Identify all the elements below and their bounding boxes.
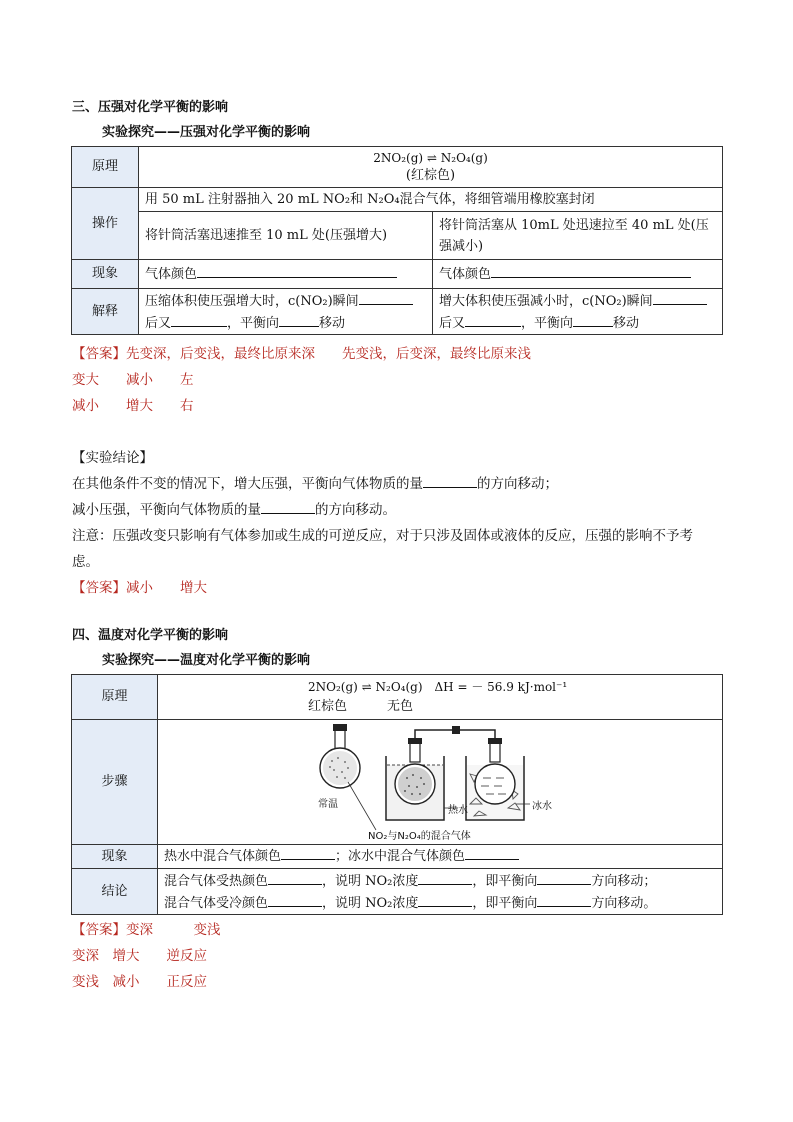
color-colorless: 无色	[387, 699, 414, 714]
answer-tag: 【答案】	[72, 922, 126, 938]
conclusion-text: 方向移动；	[591, 873, 657, 889]
principle-label: 原理	[72, 147, 139, 188]
section4-subtitle: 实验探究——温度对化学平衡的影响	[102, 653, 311, 668]
operation-common: 用 50 mL 注射器抽入 20 mL NO₂和 N₂O₄混合气体，将细管端用橡胶塞封闭	[139, 188, 723, 212]
section4-title: 四、温度对化学平衡的影响	[72, 628, 229, 643]
conclusion-text: 混合气体受热颜色	[164, 873, 269, 889]
conclusion-line	[72, 498, 396, 518]
phenomenon-text: ；冰水中混合气体颜色	[335, 849, 466, 864]
answer-text: 先变深，后变浅，最终比原来深 先变浅，后变深，最终比原来浅	[126, 346, 531, 362]
explanation-label: 解释	[72, 289, 139, 335]
blank	[423, 473, 477, 488]
blank	[465, 845, 519, 860]
blank	[537, 892, 591, 907]
conclusion-text: 在其他条件不变的情况下，增大压强，平衡向气体物质的量	[72, 476, 423, 492]
answer-tag: 【答案】	[72, 580, 126, 596]
phenomenon-label: 现象	[72, 260, 139, 289]
answer-text: 减小 增大	[126, 580, 207, 596]
conclusion-title: 【实验结论】	[72, 450, 153, 466]
color-red-brown: 红棕色	[308, 699, 348, 714]
blank	[281, 845, 335, 860]
blank	[465, 312, 521, 327]
conclusion-line	[72, 472, 558, 492]
explanation-left-line1: 压缩体积使压强增大时，c(NO₂)瞬间	[145, 293, 359, 309]
hot-water-label: 热水	[448, 805, 468, 816]
conclusion-text: ，说明 NO₂浓度	[322, 873, 419, 889]
explanation-text: ，平衡向	[227, 315, 280, 331]
conclusion-text: ，即平衡向	[472, 873, 538, 889]
conclusion-text: 的方向移动；	[477, 476, 558, 492]
hot-water-beaker	[386, 738, 444, 820]
phenomenon-left: 气体颜色	[145, 266, 198, 282]
explanation-text: ，平衡向	[521, 315, 574, 331]
section3-title: 三、压强对化学平衡的影响	[72, 100, 229, 115]
ice-water-label: 冰水	[532, 801, 552, 812]
principle-label: 原理	[72, 675, 158, 720]
explanation-right-line1: 增大体积使压强减小时，c(NO₂)瞬间	[439, 293, 653, 309]
blank	[653, 290, 707, 305]
mixture-caption: NO₂与N₂O₄的混合气体	[368, 831, 471, 842]
conclusion-text: 方向移动。	[591, 895, 657, 911]
blank	[279, 312, 319, 327]
temperature-table	[71, 674, 723, 915]
principle-color: (红棕色)	[405, 168, 456, 183]
pressure-table	[71, 146, 723, 335]
note-line: 注意：压强改变只影响有气体参加或生成的可逆反应，对于只涉及固体或液体的反应，压强的影响不予考	[72, 528, 693, 544]
answer-line	[72, 918, 221, 938]
principle-reaction: 2NO₂(g) ⇌ N₂O₄(g) ΔH = － 56.9 kJ·mol⁻¹	[308, 680, 568, 694]
answer-line	[72, 342, 531, 362]
blank	[359, 290, 413, 305]
conclusion-text: 的方向移动。	[315, 502, 396, 518]
blank	[268, 892, 322, 907]
connecting-tube	[415, 726, 495, 738]
answer-line	[72, 576, 207, 596]
blank	[171, 312, 227, 327]
answer-line: 变浅 减小 正反应	[72, 974, 207, 990]
principle-reaction: 2NO₂(g) ⇌ N₂O₄(g)	[373, 151, 488, 165]
steps-label: 步骤	[72, 720, 158, 845]
answer-text: 变深 变浅	[126, 922, 221, 938]
conclusion-text: ，即平衡向	[472, 895, 538, 911]
conclusion-text: 减小压强，平衡向气体物质的量	[72, 502, 261, 518]
phenomenon-text: 热水中混合气体颜色	[164, 849, 282, 864]
answer-line: 变深 增大 逆反应	[72, 948, 207, 964]
conclusion-label: 结论	[72, 869, 158, 915]
blank	[491, 263, 691, 278]
operation-left: 将针筒活塞迅速推至 10 mL 处(压强增大)	[139, 212, 433, 260]
blank	[418, 892, 472, 907]
note-line: 虑。	[72, 554, 99, 570]
blank	[573, 312, 613, 327]
explanation-text: 移动	[613, 315, 640, 331]
operation-label: 操作	[72, 188, 139, 260]
conclusion-text: 混合气体受冷颜色	[164, 895, 269, 911]
blank	[418, 870, 472, 885]
explanation-text: 移动	[319, 315, 346, 331]
answer-tag: 【答案】	[72, 346, 126, 362]
answer-line: 减小 增大 右	[72, 398, 194, 414]
blank	[268, 870, 322, 885]
room-temp-label: 常温	[318, 799, 338, 810]
blank	[197, 263, 397, 278]
ice-water-beaker	[466, 738, 524, 820]
blank	[261, 499, 315, 514]
explanation-right-line2: 后又	[439, 315, 466, 331]
explanation-left-line2: 后又	[145, 315, 172, 331]
room-temp-flask	[320, 724, 360, 788]
blank	[537, 870, 591, 885]
phenomenon-right: 气体颜色	[439, 266, 492, 282]
answer-line: 变大 减小 左	[72, 372, 194, 388]
operation-right: 将针筒活塞从 10mL 处迅速拉至 40 mL 处(压强减小)	[433, 212, 723, 260]
conclusion-text: ，说明 NO₂浓度	[322, 895, 419, 911]
experiment-figure	[158, 720, 722, 844]
phenomenon-label: 现象	[72, 845, 158, 869]
section3-subtitle: 实验探究——压强对化学平衡的影响	[102, 125, 311, 140]
